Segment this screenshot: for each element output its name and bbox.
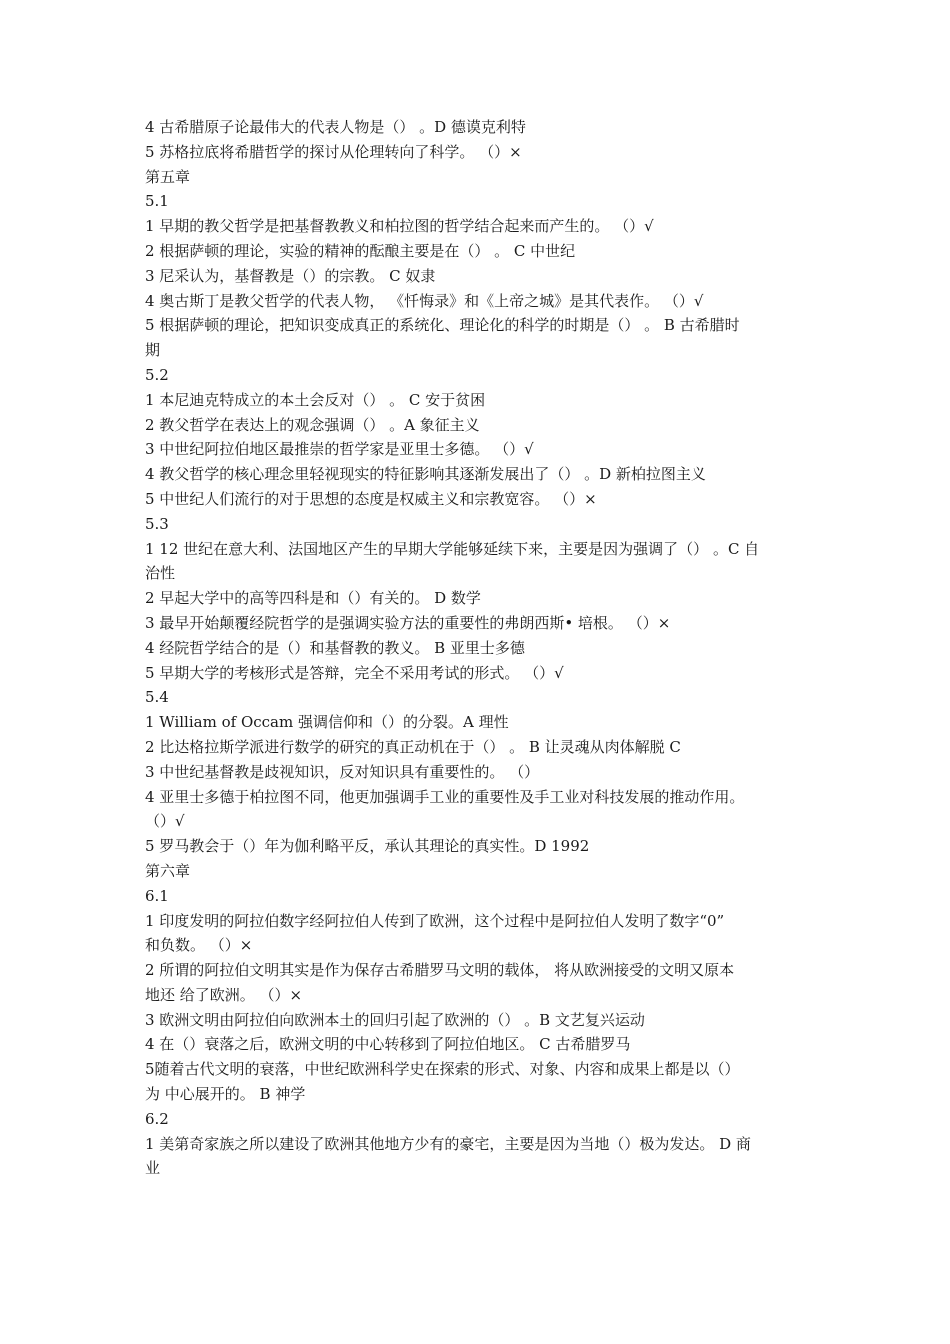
text-line: 5 中世纪人们流行的对于思想的态度是权威主义和宗教宽容。 （）× (145, 489, 597, 508)
text-line: 2 所谓的阿拉伯文明其实是作为保存古希腊罗马文明的载体， 将从欧洲接受的文明又原本 (145, 961, 735, 980)
text-line: 5随着古代文明的衰落，中世纪欧洲科学史在探索的形式、对象、内容和成果上都是以（） (145, 1060, 740, 1079)
text-line: 为 中心展开的。 B 神学 (145, 1085, 306, 1104)
text-line: 1 William of Occam 强调信仰和（）的分裂。A 理性 (145, 713, 509, 732)
text-line: 4 教父哲学的核心理念里轻视现实的特征影响其逐渐发展出了（） 。D 新柏拉图主义 (145, 465, 706, 484)
text-line: 5 苏格拉底将希腊哲学的探讨从伦理转向了科学。 （）× (145, 142, 522, 161)
text-line: 1 印度发明的阿拉伯数字经阿拉伯人传到了欧洲，这个过程中是阿拉伯人发明了数字“0” (145, 911, 725, 930)
text-line: 4 在（）衰落之后，欧洲文明的中心转移到了阿拉伯地区。 C 古希腊罗马 (145, 1035, 631, 1054)
text-line: 3 中世纪阿拉伯地区最推崇的哲学家是亚里士多德。 （）√ (145, 440, 534, 459)
document-body (145, 115, 815, 1181)
text-line: 6.1 (145, 886, 169, 905)
text-line: 5 早期大学的考核形式是答辩，完全不采用考试的形式。 （）√ (145, 663, 564, 682)
text-line: 5 罗马教会于（）年为伽利略平反，承认其理论的真实性。D 1992 (145, 837, 590, 856)
text-line: 期 (145, 341, 161, 360)
text-line: 5.2 (145, 365, 169, 384)
text-line: 1 早期的教父哲学是把基督教教义和柏拉图的哲学结合起来而产生的。 （）√ (145, 217, 654, 236)
text-line: 2 早起大学中的高等四科是和（）有关的。 D 数学 (145, 589, 481, 608)
text-line: 5.3 (145, 514, 169, 533)
text-line: 6.2 (145, 1109, 169, 1128)
text-line: 2 比达格拉斯学派进行数学的研究的真正动机在于（） 。 B 让灵魂从肉体解脱 C (145, 737, 681, 756)
text-line: 1 12 世纪在意大利、法国地区产生的早期大学能够延续下来，主要是因为强调了（） 。C 自 (145, 539, 760, 558)
text-line: 5.1 (145, 192, 169, 211)
text-line: 地还 给了欧洲。 （）× (145, 985, 303, 1004)
text-line: 第六章 (145, 861, 191, 880)
text-line: 第五章 (145, 167, 191, 186)
text-line: 3 欧洲文明由阿拉伯向欧洲本土的回归引起了欧洲的（） 。B 文艺复兴运动 (145, 1010, 645, 1029)
text-line: 4 经院哲学结合的是（）和基督教的教义。 B 亚里士多德 (145, 638, 525, 657)
text-line: 3 中世纪基督教是歧视知识，反对知识具有重要性的。 （） (145, 762, 540, 781)
text-line: 3 最早开始颠覆经院哲学的是强调实验方法的重要性的弗朗西斯• 培根。 （）× (145, 613, 671, 632)
text-line: 5.4 (145, 688, 169, 707)
text-line: 2 教父哲学在表达上的观念强调（） 。A 象征主义 (145, 415, 480, 434)
text-line: 和负数。 （）× (145, 936, 253, 955)
text-line: 4 亚里士多德于柏拉图不同，他更加强调手工业的重要性及手工业对科技发展的推动作用。 (145, 787, 745, 806)
text-line: 5 根据萨顿的理论，把知识变成真正的系统化、理论化的科学的时期是（） 。 B 古希腊时 (145, 316, 740, 335)
text-line: 2 根据萨顿的理论，实验的精神的酝酿主要是在（） 。 C 中世纪 (145, 241, 576, 260)
text-line: 治性 (145, 564, 176, 583)
text-line: （）√ (145, 812, 185, 831)
text-line: 3 尼采认为，基督教是（）的宗教。 C 奴隶 (145, 266, 436, 285)
text-line: 1 美第奇家族之所以建设了欧洲其他地方少有的豪宅，主要是因为当地（）极为发达。 D 商 (145, 1134, 751, 1153)
text-line: 4 古希腊原子论最伟大的代表人物是（） 。D 德谟克利特 (145, 118, 526, 136)
text-line: 业 (145, 1159, 161, 1178)
text-line: 1 本尼迪克特成立的本土会反对（） 。 C 安于贫困 (145, 390, 486, 409)
text-line: 4 奥古斯丁是教父哲学的代表人物， 《忏悔录》和《上帝之城》是其代表作。 （）√ (145, 291, 704, 310)
